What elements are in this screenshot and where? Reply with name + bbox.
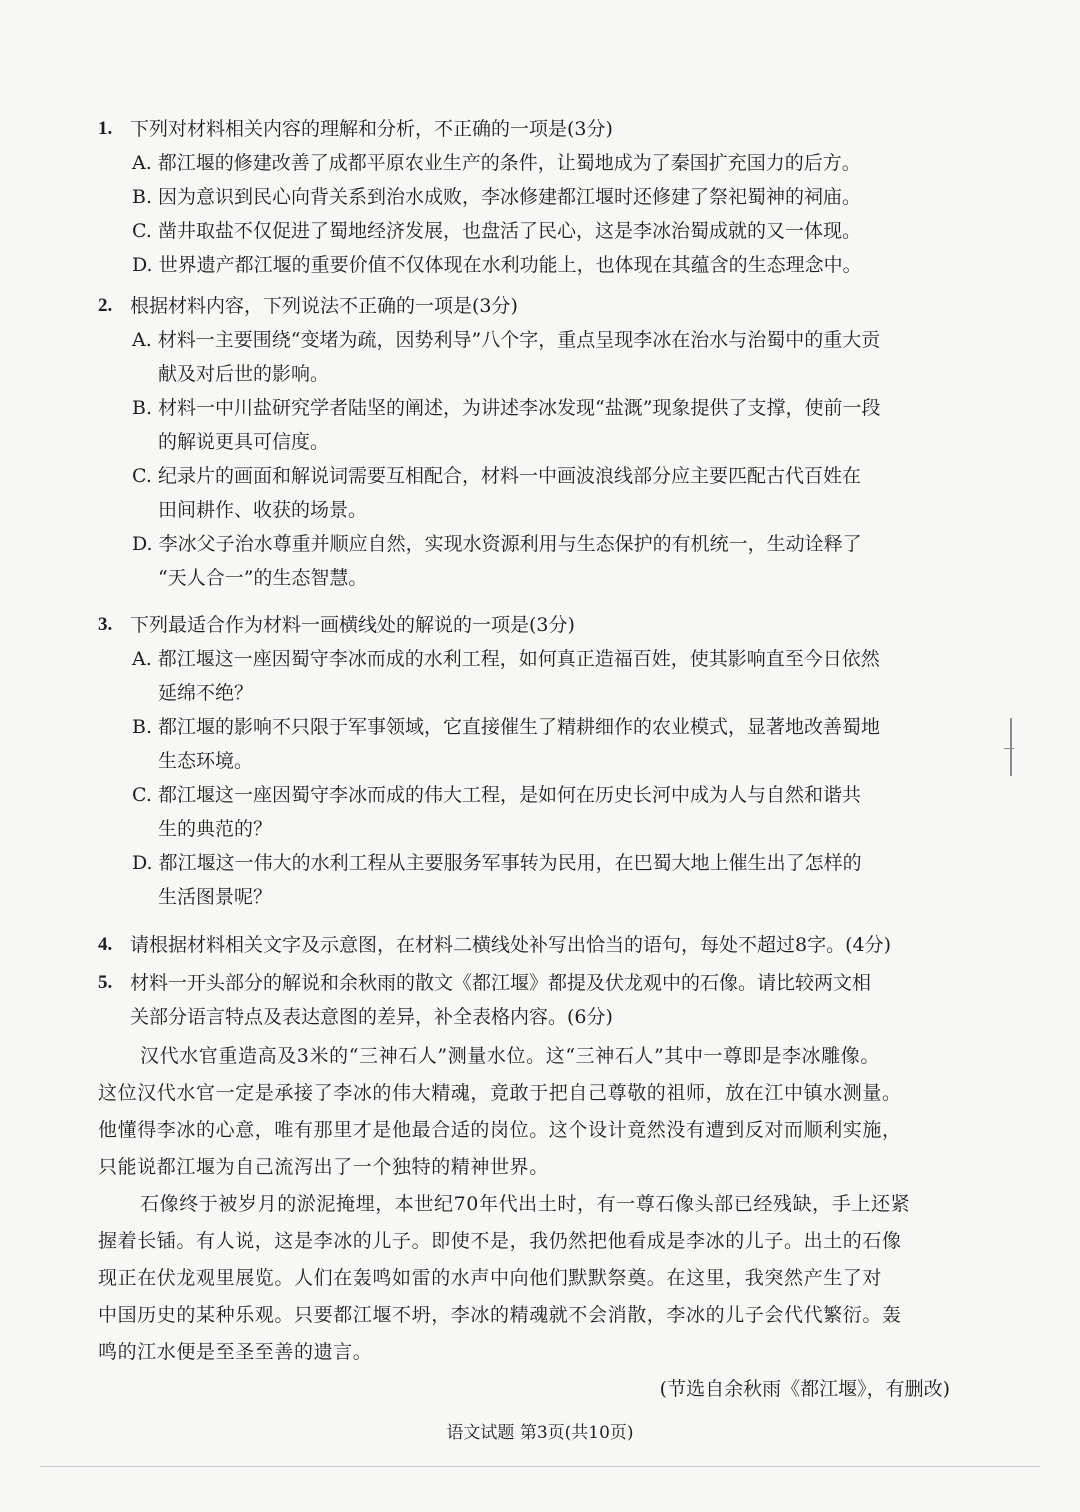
- option-line: C. 凿井取盐不仅促进了蜀地经济发展，也盘活了民心，这是李冰治蜀成就的又一体现。: [132, 220, 861, 242]
- option-line: 生活图景呢？: [158, 886, 273, 908]
- option-line: “天人合一”的生态智慧。: [158, 567, 368, 589]
- option-line: D. 李冰父子治水尊重并顺应自然，实现水资源利用与生态保护的有机统一，生动诠释了: [132, 533, 862, 555]
- option-line: C. 都江堰这一座因蜀守李冰而成的伟大工程，是如何在历史长河中成为人与自然和谐共: [132, 784, 861, 806]
- option-line: 献及对后世的影响。: [158, 363, 330, 385]
- question-number: 5.: [98, 972, 113, 993]
- binding-margin-mark: [1010, 718, 1012, 776]
- option-line: B. 因为意识到民心向背关系到治水成败，李冰修建都江堰时还修建了祭祀蜀神的祠庙。: [132, 186, 862, 208]
- question-5: [98, 966, 958, 1034]
- question-stem: 材料一开头部分的解说和余秋雨的散文《都江堰》都提及伏龙观中的石像。请比较两文相: [130, 972, 872, 994]
- passage-paragraph-2: [98, 1186, 958, 1371]
- passage-line: 汉代水官重造高及3米的“三神石人”测量水位。这“三神石人”其中一尊即是李冰雕像。: [140, 1045, 880, 1067]
- question-number: 2.: [98, 295, 113, 316]
- binding-margin-tick: [1004, 748, 1014, 749]
- passage-line: 握着长锸。有人说，这是李冰的儿子。即使不是，我仍然把他看成是李冰的儿子。出土的石像: [98, 1230, 902, 1252]
- passage-source: (节选自余秋雨《都江堰》，有删改): [659, 1378, 950, 1400]
- passage-line: 他懂得李冰的心意，唯有那里才是他最合适的岗位。这个设计竟然没有遭到反对而顺利实施，: [98, 1119, 902, 1141]
- option-c: [98, 778, 958, 846]
- question-4: [98, 928, 958, 962]
- option-line: 生的典范的？: [158, 818, 273, 840]
- option-line: D. 世界遗产都江堰的重要价值不仅体现在水利功能上，也体现在其蕴含的生态理念中。: [132, 254, 862, 276]
- option-a: [98, 323, 958, 391]
- option-line: 延绵不绝？: [158, 682, 254, 704]
- option-line: 的解说更具可信度。: [158, 431, 330, 453]
- question-number: 1.: [98, 118, 113, 139]
- option-line: 生态环境。: [158, 750, 254, 772]
- passage-line: 这位汉代水官一定是承接了李冰的伟大精魂，竟敢于把自己尊敬的祖师，放在江中镇水测量。: [98, 1082, 902, 1104]
- question-stem-continued: 关部分语言特点及表达意图的差异，补全表格内容。(6分): [130, 1006, 613, 1028]
- passage-line: 现正在伏龙观里展览。人们在轰鸣如雷的水声中向他们默默祭奠。在这里，我突然产生了对: [98, 1267, 883, 1289]
- passage-line: 鸣的江水便是至圣至善的遗言。: [98, 1341, 373, 1363]
- question-number: 4.: [98, 934, 113, 955]
- passage-paragraph-1: [98, 1038, 958, 1186]
- option-line: A. 材料一主要围绕“变堵为疏，因势利导”八个字，重点呈现李冰在治水与治蜀中的重大贡: [132, 329, 881, 351]
- option-line: B. 都江堰的影响不只限于军事领域，它直接催生了精耕细作的农业模式，显著地改善蜀地: [132, 716, 881, 738]
- page-footer: 语文试题 第3页(共10页): [446, 1423, 634, 1443]
- option-d: [98, 527, 958, 595]
- option-line: D. 都江堰这一伟大的水利工程从主要服务军事转为民用，在巴蜀大地上催生出了怎样的: [132, 852, 862, 874]
- question-1: [98, 112, 958, 282]
- option-line: B. 材料一中川盐研究学者陆坚的阐述，为讲述李冰发现“盐溉”现象提供了支撑，使前一段: [132, 397, 881, 419]
- option-line: C. 纪录片的画面和解说词需要互相配合，材料一中画波浪线部分应主要匹配古代百姓在: [132, 465, 861, 487]
- option-d: [98, 846, 958, 914]
- passage-line: 只能说都江堰为自己流泻出了一个独特的精神世界。: [98, 1156, 549, 1178]
- option-line: 田间耕作、收获的场景。: [158, 499, 368, 521]
- option-b: [98, 710, 958, 778]
- option-b: [98, 180, 958, 214]
- option-line: A. 都江堰这一座因蜀守李冰而成的水利工程，如何真正造福百姓，使其影响直至今日依然: [132, 648, 880, 670]
- question-2: [98, 289, 958, 595]
- question-number: 3.: [98, 614, 113, 635]
- option-b: [98, 391, 958, 459]
- option-a: [98, 146, 958, 180]
- question-stem: 下列最适合作为材料一画横线处的解说的一项是(3分): [130, 614, 575, 636]
- passage-line: 中国历史的某种乐观。只要都江堰不坍，李冰的精魂就不会消散，李冰的儿子会代代繁衍。轰: [98, 1304, 902, 1326]
- option-line: A. 都江堰的修建改善了成都平原农业生产的条件，让蜀地成为了秦国扩充国力的后方。: [132, 152, 861, 174]
- passage-line: 石像终于被岁月的淤泥掩埋，本世纪70年代出土时，有一尊石像头部已经残缺，手上还紧: [140, 1193, 911, 1215]
- question-3: [98, 608, 958, 914]
- option-c: [98, 459, 958, 527]
- excerpt-passage: [98, 1038, 958, 1371]
- question-stem: 请根据材料相关文字及示意图，在材料二横线处补写出恰当的语句，每处不超过8字。(4分): [130, 934, 892, 956]
- question-stem: 下列对材料相关内容的理解和分析，不正确的一项是(3分): [130, 118, 613, 140]
- question-stem: 根据材料内容，下列说法不正确的一项是(3分): [130, 295, 518, 317]
- bottom-rule: [40, 1466, 1040, 1467]
- option-d: [98, 248, 958, 282]
- option-c: [98, 214, 958, 248]
- option-a: [98, 642, 958, 710]
